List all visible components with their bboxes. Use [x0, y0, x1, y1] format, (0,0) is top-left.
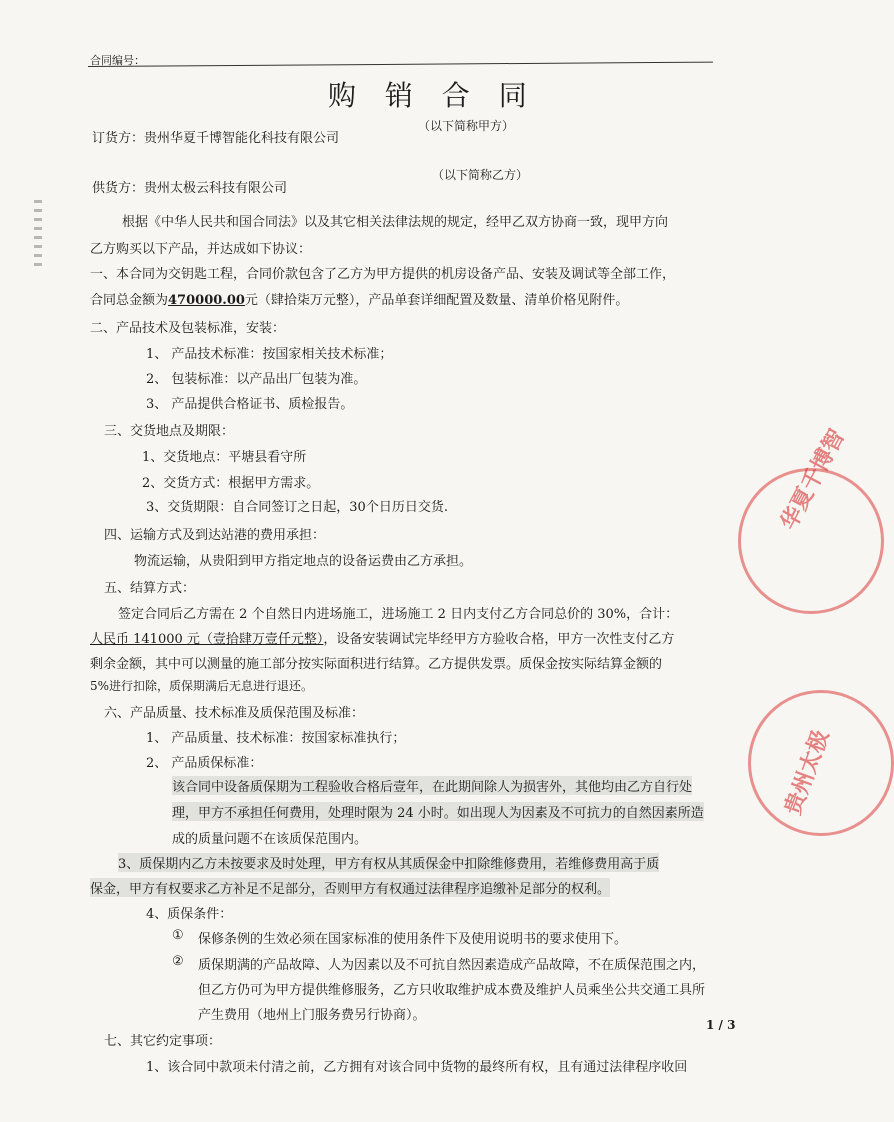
s2-item-2: 2、 包装标准：以产品出厂包装为准。 — [146, 372, 367, 387]
page-title: 购 销 合 同 — [328, 79, 537, 112]
s6-item-2: 2、 产品质保标准： — [146, 756, 263, 771]
s5-line-1: 签定合同后乙方需在 2 个自然日内进场施工，进场施工 2 日内支付乙方合同总价的 30%，合计： — [118, 607, 679, 622]
s6-item-3-line-2: 保金，甲方有权要求乙方补足不足部分，否则甲方有权通过法律程序追缴补足部分的权利。 — [90, 878, 610, 897]
page-number: 1 / 3 — [706, 1018, 736, 1032]
s6-warranty-line-2: 理，甲方不承担任何费用，处理时限为 24 小时。如出现人为因素及不可抗力的自然因素所造 — [172, 802, 704, 821]
intro-line-2: 乙方购买以下产品，并达成如下协议： — [90, 242, 312, 257]
s3-item-1: 1、交货地点：平塘县看守所 — [142, 450, 307, 465]
header-rule — [88, 62, 713, 67]
s1-total-amount: 470000.00 — [168, 293, 245, 308]
s4-heading: 四、运输方式及到达站港的费用承担： — [104, 528, 326, 543]
seller-label: 供货方： — [92, 181, 145, 196]
s5-line-3: 剩余金额，其中可以测量的施工部分按实际面积进行结算。乙方提供发票。质保金按实际结算金额的 — [90, 657, 663, 672]
s6-item-4: 4、质保条件： — [146, 907, 233, 922]
s5-heading: 五、结算方式： — [104, 581, 196, 596]
s6-item-3-line-1: 3、质保期内乙方未按要求及时处理，甲方有权从其质保金中扣除维修费用，若维修费用高于质 — [118, 853, 659, 872]
s1-line-1: 一、本合同为交钥匙工程，合同价款包含了乙方为甲方提供的机房设备产品、安装及调试等全部工作， — [90, 267, 676, 282]
s4-body: 物流运输，从贵阳到甲方指定地点的设备运费由乙方承担。 — [134, 554, 473, 569]
binding-marks — [34, 200, 42, 270]
s6-condition-2-line-3: 产生费用（地州上门服务费另行协商）。 — [198, 1008, 426, 1023]
contract-number-label: 合同编号： — [90, 54, 145, 67]
s5-line-2 — [90, 628, 674, 647]
s6-condition-2-line-1: 质保期满的产品故障、人为因素以及不可抗自然因素造成产品故障，不在质保范围之内， — [198, 958, 706, 973]
s1-amount-suffix: 元（肆拾柒万元整），产品单套详细配置及数量、清单价格见附件。 — [244, 293, 629, 308]
s6-condition-2-mark: ② — [172, 954, 184, 969]
s5-deposit-amount: 人民币 141000 元（壹拾肆万壹仟元整） — [90, 632, 324, 647]
s6-condition-2-line-2: 但乙方仍可为甲方提供维修服务，乙方只收取维护成本费及维护人员乘坐公共交通工具所 — [198, 983, 706, 998]
intro-line-1: 根据《中华人民共和国合同法》以及其它相关法律法规的规定，经甲乙双方协商一致，现甲方向 — [122, 215, 669, 230]
buyer-label: 订货方： — [92, 131, 145, 146]
s1-amount-prefix: 合同总金额为 — [90, 293, 169, 308]
s1-line-2 — [90, 289, 628, 308]
seller-alias: （以下简称乙方） — [432, 168, 529, 182]
seller-name: 贵州太极云科技有限公司 — [144, 181, 288, 196]
s5-line-4: 5%进行扣除，质保期满后无息进行退还。 — [90, 679, 314, 693]
buyer-name: 贵州华夏千博智能化科技有限公司 — [144, 131, 340, 146]
s2-item-3: 3、 产品提供合格证书、质检报告。 — [146, 397, 354, 412]
s6-condition-1-mark: ① — [172, 928, 184, 943]
s6-heading: 六、产品质量、技术标准及质保范围及标准： — [104, 706, 365, 721]
s3-item-3: 3、交货期限：自合同签订之日起，30个日历日交货. — [146, 500, 448, 515]
buyer-seal-text: 华夏千博智 — [775, 424, 851, 535]
s6-condition-1: 保修条例的生效必须在国家标准的使用条件下及使用说明书的要求使用下。 — [198, 932, 628, 947]
s2-heading: 二、产品技术及包装标准，安装： — [90, 321, 286, 336]
s6-item-1: 1、 产品质量、技术标准：按国家标准执行； — [146, 731, 406, 746]
s5-line-2-text: ，设备安装调试完毕经甲方方验收合格，甲方一次性支付乙方 — [323, 632, 675, 647]
s7-heading: 七、其它约定事项： — [104, 1034, 222, 1049]
s6-warranty-line-1: 该合同中设备质保期为工程验收合格后壹年，在此期间除人为损害外，其他均由乙方自行处 — [172, 776, 692, 795]
s6-warranty-line-3: 成的质量问题不在该质保范围内。 — [172, 832, 368, 847]
seller-seal-text: 贵州太极 — [779, 726, 835, 819]
s3-heading: 三、交货地点及期限： — [104, 424, 235, 439]
s7-line-1: 1、该合同中款项未付清之前，乙方拥有对该合同中货物的最终所有权，且有通过法律程序收回 — [146, 1060, 688, 1075]
s2-item-1: 1、 产品技术标准：按国家相关技术标准； — [146, 347, 393, 362]
buyer-alias: （以下简称甲方） — [418, 119, 515, 133]
s3-item-2: 2、交货方式：根据甲方需求。 — [142, 476, 320, 491]
